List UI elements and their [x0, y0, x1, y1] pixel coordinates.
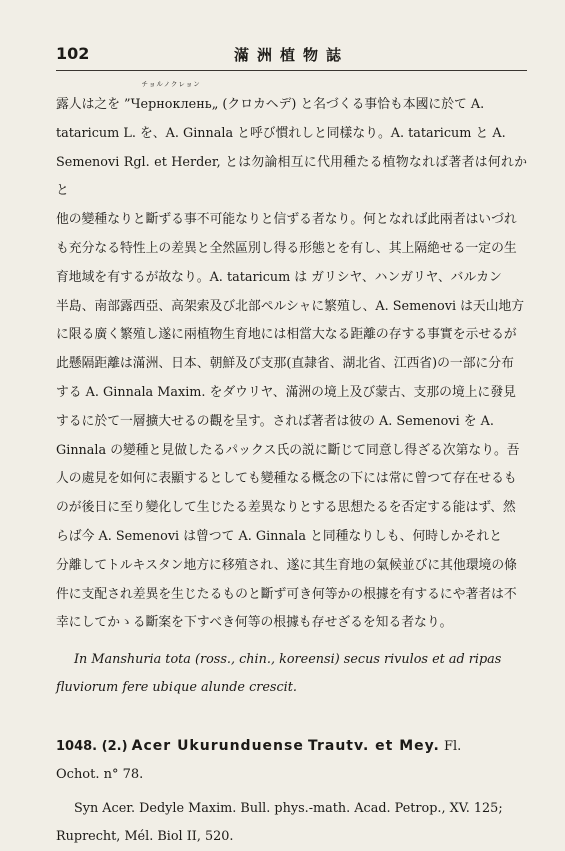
body-line-4: 他の變種なりと斷ずる事不可能なりと信ずる者なり。何となれば此兩者はいづれ	[56, 212, 517, 228]
ruby-reading: チョルノクレョン	[141, 80, 201, 88]
body-line-1-start: 露人は之を ”	[56, 97, 131, 112]
running-header	[56, 40, 527, 71]
body-line-15: らば今 A. Semenovi は曾つて A. Ginnala と同種なりしも、何時しかそれと	[56, 528, 503, 544]
body-line-10: する A. Ginnala Maxim. をダウリヤ、滿洲の境上及び蒙古、支那の境上に發見	[56, 384, 516, 400]
body-line-5: も充分なる特性上の差異と全然區別し得る形態とを有し、其上隔絶せる一定の生	[56, 240, 517, 256]
body-line-16: 分離してトルキスタン地方に移殖され、遂に其生育地の氣候並びに其他環境の條	[56, 557, 517, 573]
body-line-1-end: „ (クロカヘデ) と名づくる事恰も本國に於て A.	[211, 97, 485, 112]
species-entry	[56, 732, 527, 789]
page-number: 102	[56, 44, 90, 63]
species-number: 1048. (2.)	[56, 739, 128, 755]
body-line-1	[56, 80, 527, 120]
species-reference-cont: Ochot. n° 78.	[56, 767, 144, 783]
synonym-line-1: Syn Acer. Dedyle Maxim. Bull. phys.-math. Acad. Petrop., XV. 125;	[74, 801, 503, 817]
species-heading	[56, 732, 527, 761]
body-line-11: するに於て一層擴大せるの觀を呈す。されば著者は彼の A. Semenovi を A.	[56, 413, 494, 429]
body-line-2: tataricum L. を、A. Ginnala と呼び慣れしと同樣なり。A. tataricum と A.	[56, 125, 506, 141]
body-line-9: 此懸隔距離は滿洲、日本、朝鮮及び支那(直隷省、湖北省、江西省)の一部に分布	[56, 356, 514, 372]
body-line-6: 育地域を有するが故なり。A. tataricum は ガリシヤ、ハンガリヤ、バルカン	[56, 269, 502, 285]
body-line-7: 半島、南部露西亞、高架索及び北部ペルシャに繁殖し、A. Semenovi は天山地方	[56, 298, 525, 314]
body-text	[56, 80, 527, 638]
synonym-block	[56, 795, 527, 851]
russian-word	[130, 80, 212, 120]
ruby-base: Черноклень	[130, 97, 212, 112]
latin-distribution-note: In Manshuria tota (ross., chin., koreensi) secus rivulos et ad ripas fluviorum fere ubique alunde crescit.	[56, 652, 502, 696]
body-line-17: 件に支配され差異を生じたるものと斷ず可き何等かの根據を有するにや著者は不	[56, 586, 517, 602]
body-line-14: のが後日に至り變化して生じたる差異なりとする思想たるを否定する能はず、然	[56, 500, 516, 516]
body-line-18: 幸にしてかゝる斷案を下すべき何等の根據も存せざるを知る者なり。	[56, 615, 453, 631]
body-line-12: Ginnala の變種と見做したるパックス氏の説に斷じて同意し得ざる次第なり。吾	[56, 442, 520, 458]
species-authority: Trautv. et Mey.	[307, 738, 440, 755]
species-name: Acer Ukurunduense	[131, 738, 304, 755]
synonym-line-2: Ruprecht, Mél. Biol II, 520.	[56, 829, 234, 845]
running-title: 滿洲植物誌	[233, 46, 349, 64]
species-reference-start: Fl.	[443, 739, 462, 755]
body-line-13: 人の處見を如何に表顯するとしても變種なる概念の下には常に曾つて存在せるも	[56, 471, 517, 487]
body-line-3: Semenovi Rgl. et Herder, とは勿論相互に代用種たる植物なれば著者は何れかと	[56, 154, 527, 199]
body-line-8: に限る廣く繁殖し遂に兩植物生育地には相當大なる距離の存する事實を示せるが	[56, 327, 517, 343]
